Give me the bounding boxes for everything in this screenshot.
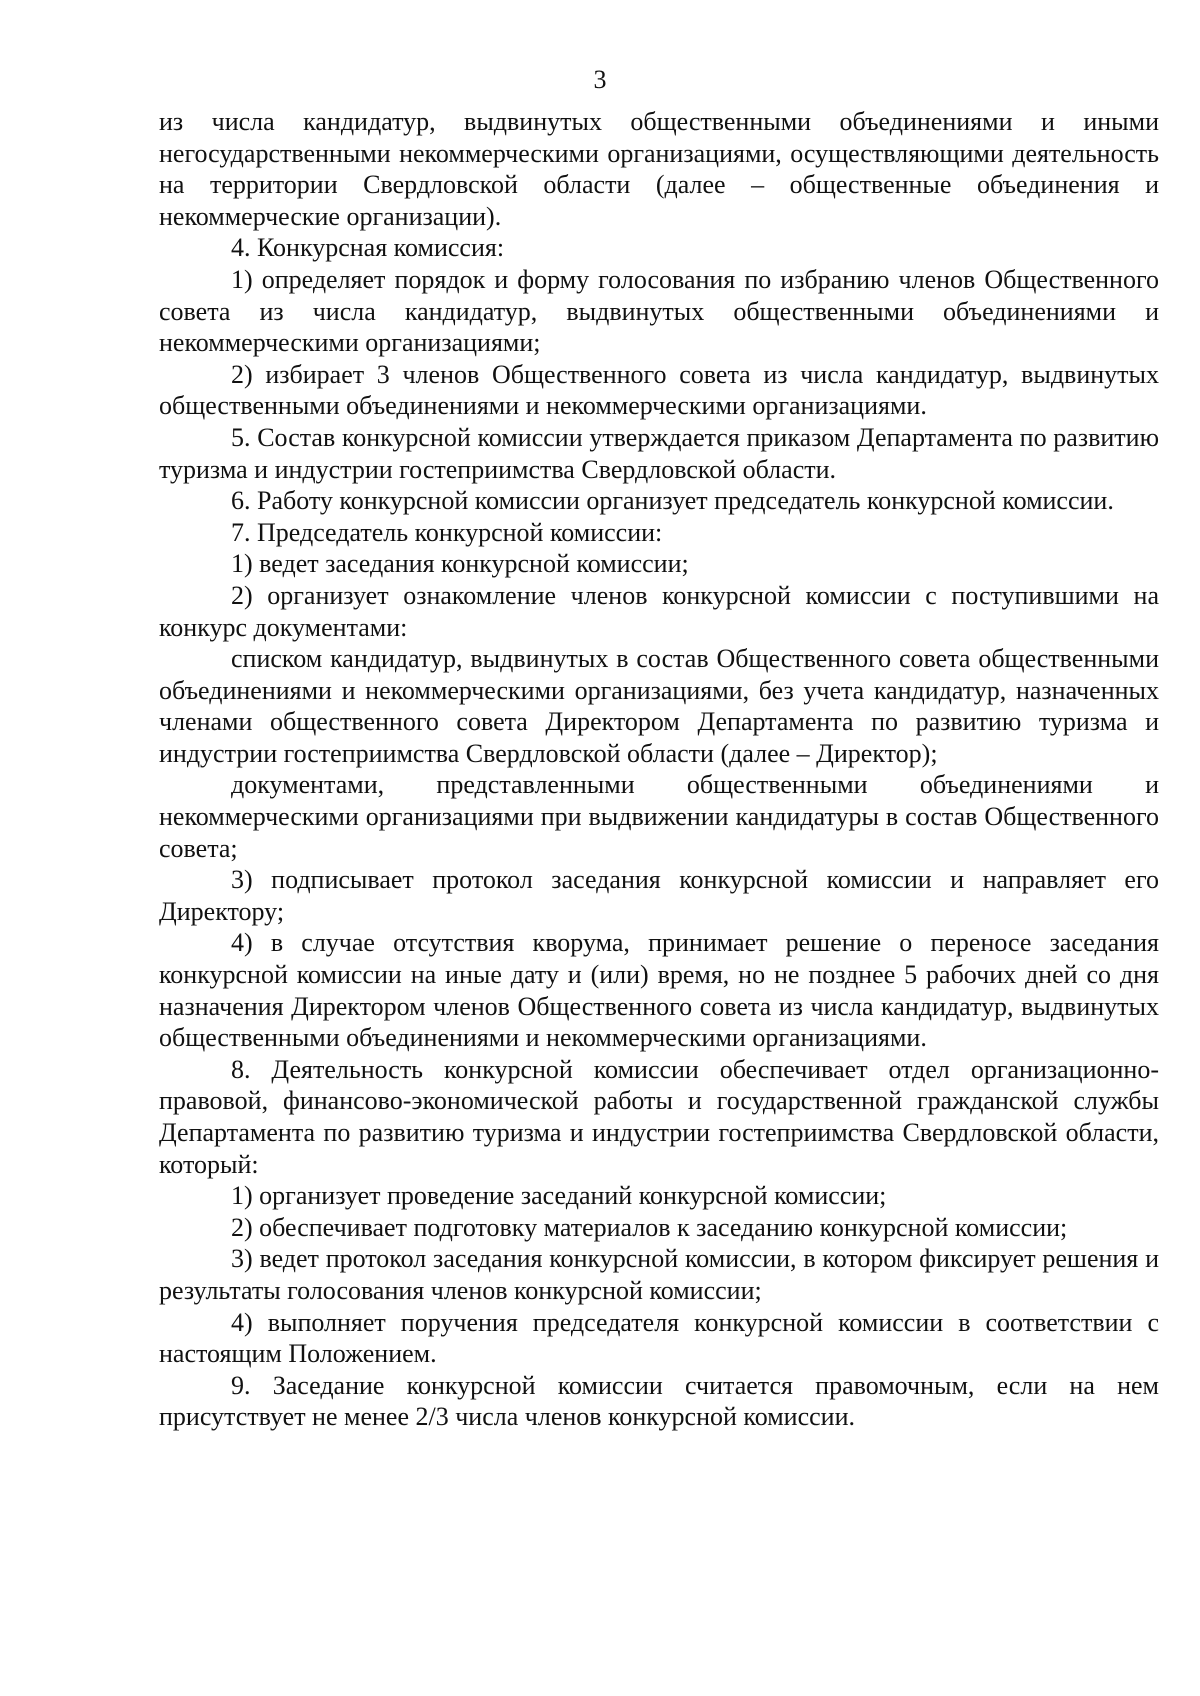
- paragraph: списком кандидатур, выдвинутых в состав Общественного совета общественными объединениями и некоммерческими организациями, без учета кандидатур, назначенных членами общественного совета Директором Департамента по развитию туризма и индустрии гостеприимства Свердловской области (далее – Директор);: [159, 644, 1159, 768]
- paragraph: 6. Работу конкурсной комиссии организует председатель конкурсной комиссии.: [231, 486, 1114, 516]
- paragraph: 2) организует ознакомление членов конкурсной комиссии с поступившими на конкурс документами:: [159, 580, 1159, 642]
- paragraph: 7. Председатель конкурсной комиссии:: [231, 517, 663, 547]
- paragraph: 8. Деятельность конкурсной комиссии обеспечивает отдел организационно-правовой, финансово-экономической работы и государственной гражданской службы Департамента по развитию туризма и индустрии гостеприимства Свердловской области, который:: [159, 1054, 1159, 1179]
- paragraph: 5. Состав конкурсной комиссии утверждается приказом Департамента по развитию туризма и индустрии гостеприимства Свердловской области.: [159, 422, 1159, 484]
- paragraph: 1) определяет порядок и форму голосования по избранию членов Общественного совета из числа кандидатур, выдвинутых общественными объединениями и некоммерческими организациями;: [159, 264, 1159, 358]
- paragraph: 3) подписывает протокол заседания конкурсной комиссии и направляет его Директору;: [159, 865, 1159, 926]
- paragraph: 4) в случае отсутствия кворума, принимает решение о переносе заседания конкурсной комиссии на иные дату и (или) время, но не позднее 5 рабочих дней со дня назначения Директором членов Общественного совета из числа кандидатур, выдвинутых общественными объединениями и некоммерческими организациями.: [159, 928, 1159, 1053]
- paragraph: из числа кандидатур, выдвинутых общественными объединениями и иными негосударственными некоммерческими организациями, осуществляющими деятельность на территории Свердловской области (далее – общественные объединения и некоммерческие организации).: [159, 107, 1159, 231]
- paragraph: 3) ведет протокол заседания конкурсной комиссии, в котором фиксирует решения и результаты голосования членов конкурсной комиссии;: [159, 1244, 1159, 1305]
- paragraph: 4. Конкурсная комиссия:: [231, 233, 505, 263]
- paragraph: 9. Заседание конкурсной комиссии считается правомочным, если на нем присутствует не менее 2/3 числа членов конкурсной комиссии.: [159, 1370, 1159, 1432]
- paragraph: 1) ведет заседания конкурсной комиссии;: [231, 549, 689, 579]
- paragraph: 4) выполняет поручения председателя конкурсной комиссии в соответствии с настоящим Положением.: [159, 1307, 1159, 1369]
- paragraph: документами, представленными общественными объединениями и некоммерческими организациями при выдвижении кандидатуры в состав Общественного совета;: [159, 770, 1159, 863]
- page-number: 3: [593, 65, 607, 94]
- paragraph: 2) обеспечивает подготовку материалов к заседанию конкурсной комиссии;: [231, 1212, 1068, 1242]
- paragraph: 2) избирает 3 членов Общественного совета из числа кандидатур, выдвинутых общественными объединениями и некоммерческими организациями.: [159, 359, 1159, 421]
- document-body: [159, 106, 1159, 1433]
- paragraph: 1) организует проведение заседаний конкурсной комиссии;: [231, 1181, 887, 1211]
